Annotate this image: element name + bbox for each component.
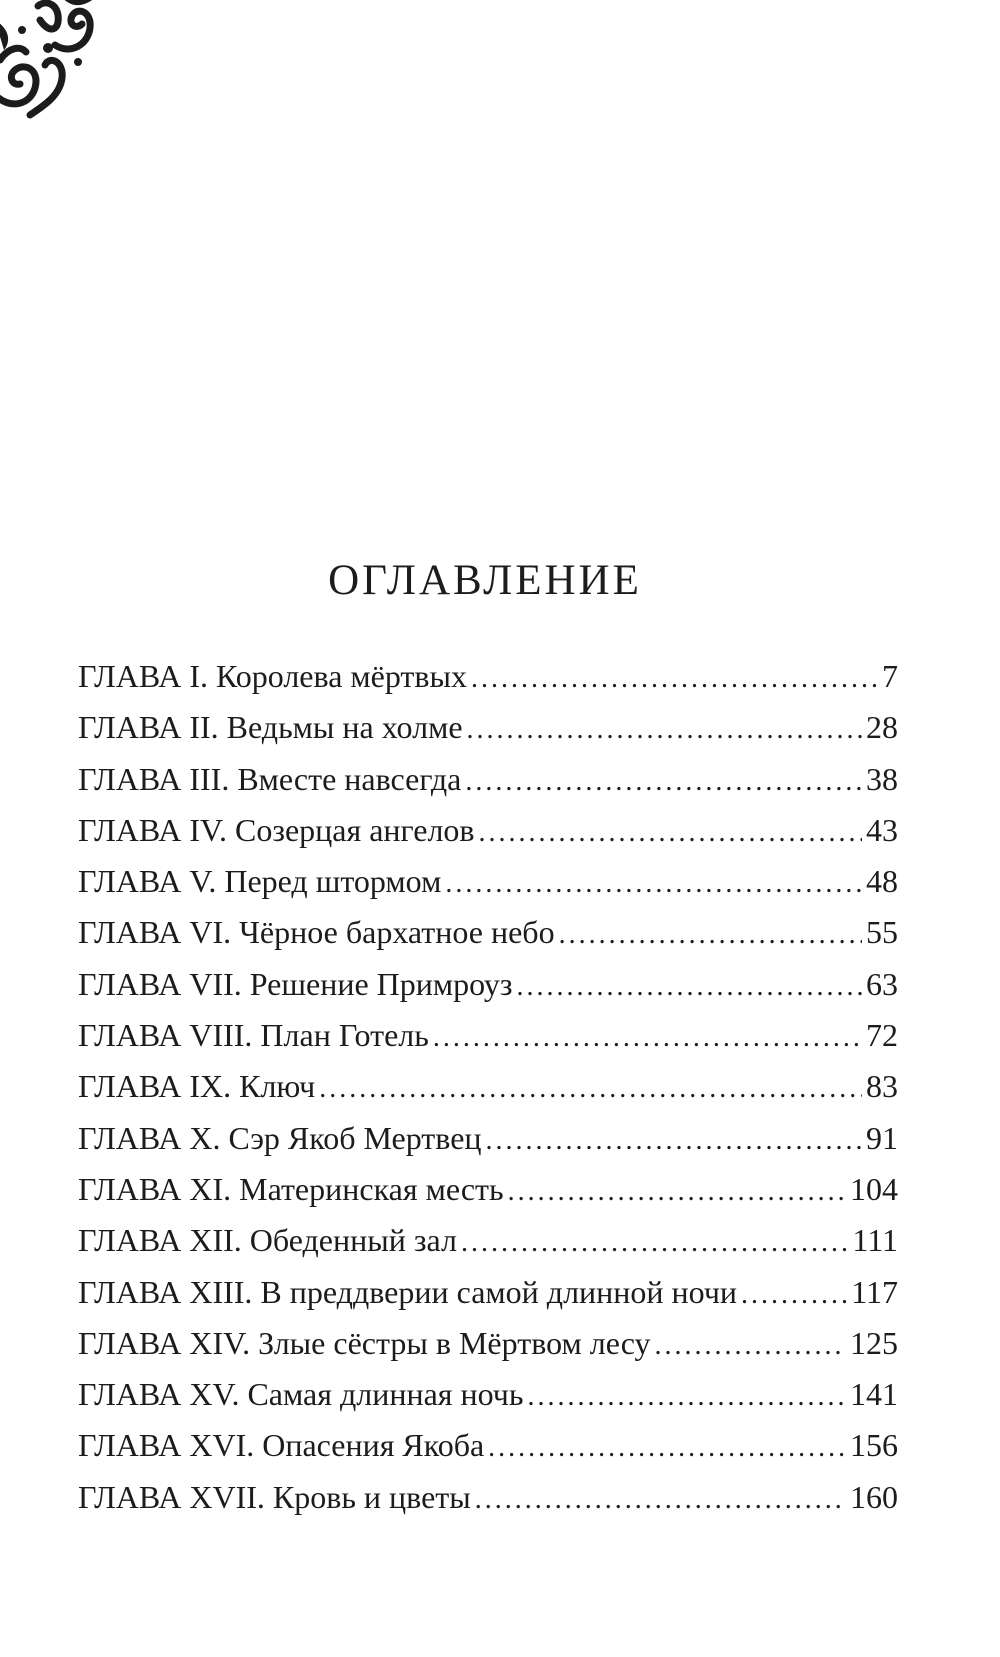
dot-leader [479, 807, 862, 858]
toc-entry-page: 72 [866, 1017, 898, 1054]
toc-entry[interactable] [78, 856, 898, 907]
toc-entry-label: ГЛАВА XVI. Опасения Якоба [78, 1427, 485, 1464]
dot-leader [461, 1217, 848, 1268]
toc-entry[interactable] [78, 1267, 898, 1318]
toc-entry-label: ГЛАВА IV. Созерцая ангелов [78, 811, 475, 848]
toc-entry-label: ГЛАВА XVII. Кровь и цветы [78, 1478, 471, 1515]
toc-entry-page: 38 [866, 760, 898, 797]
toc-entry-label: ГЛАВА XIII. В преддверии самой длинной ночи [78, 1273, 738, 1310]
dot-leader [471, 653, 878, 704]
toc-entry[interactable] [78, 907, 898, 958]
toc-entry-label: ГЛАВА II. Ведьмы на холме [78, 709, 463, 746]
toc-entry[interactable] [78, 1472, 898, 1523]
dot-leader [319, 1063, 862, 1114]
toc-entry-label: ГЛАВА III. Вместе навсегда [78, 760, 462, 797]
toc-entry-page: 160 [850, 1478, 898, 1515]
toc-entry-page: 55 [866, 914, 898, 951]
toc-entry-page: 7 [882, 658, 898, 694]
toc-entry[interactable] [78, 1369, 898, 1420]
dot-leader [445, 858, 862, 909]
toc-entry-page: 111 [852, 1222, 898, 1259]
toc-entry-page: 91 [866, 1119, 898, 1156]
toc-entry[interactable] [78, 1061, 898, 1112]
toc-entry-page: 141 [850, 1376, 898, 1413]
toc-entry-label: ГЛАВА IX. Ключ [78, 1068, 316, 1105]
toc-entry[interactable] [78, 1420, 898, 1471]
toc-entry-page: 83 [866, 1068, 898, 1105]
dot-leader [741, 1269, 847, 1320]
toc-entry[interactable] [78, 959, 898, 1010]
dot-leader [517, 961, 862, 1012]
toc-entry[interactable] [78, 1010, 898, 1061]
toc-entry[interactable] [78, 1215, 898, 1266]
toc-entry[interactable] [78, 1164, 898, 1215]
toc-entry-label: ГЛАВА VI. Чёрное бархатное небо [78, 914, 555, 951]
toc-entry-page: 104 [850, 1170, 898, 1207]
toc-entry-page: 117 [851, 1273, 898, 1310]
dot-leader [433, 1012, 862, 1063]
toc-entry[interactable] [78, 754, 898, 805]
toc-entry[interactable] [78, 702, 898, 753]
dot-leader [559, 909, 862, 960]
toc-entry-page: 63 [866, 965, 898, 1002]
toc-entry[interactable] [78, 651, 898, 702]
dot-leader [508, 1166, 846, 1217]
toc-entry-label: ГЛАВА XI. Материнская месть [78, 1170, 504, 1207]
swirl-ornament-icon [0, 0, 100, 125]
toc-entry-label: ГЛАВА XIV. Злые сёстры в Мёртвом лесу [78, 1324, 651, 1361]
toc-entry-label: ГЛАВА XII. Обеденный зал [78, 1222, 457, 1259]
toc-entry[interactable] [78, 805, 898, 856]
toc-entry-label: ГЛАВА X. Сэр Якоб Мертвец [78, 1119, 482, 1156]
toc-entry-label: ГЛАВА I. Королева мёртвых [78, 658, 468, 694]
toc-entry[interactable] [78, 1113, 898, 1164]
dot-leader [527, 1371, 846, 1422]
dot-leader [486, 1115, 862, 1166]
toc-entry-page: 156 [850, 1427, 898, 1464]
toc-entry-label: ГЛАВА VII. Решение Примроуз [78, 965, 513, 1002]
dot-leader [475, 1474, 846, 1525]
toc-entry-page: 43 [866, 811, 898, 848]
dot-leader [467, 704, 862, 755]
toc-entry-label: ГЛАВА XV. Самая длинная ночь [78, 1376, 524, 1413]
page-title: ОГЛАВЛЕНИЕ [328, 557, 642, 604]
toc-entry-page: 125 [850, 1324, 898, 1361]
toc-entry-page: 48 [866, 863, 898, 900]
dot-leader [465, 756, 862, 807]
dot-leader [654, 1320, 846, 1371]
toc-entry[interactable] [78, 1318, 898, 1369]
toc-entry-label: ГЛАВА VIII. План Готель [78, 1017, 429, 1054]
toc-entry-label: ГЛАВА V. Перед штормом [78, 863, 442, 900]
table-of-contents [78, 651, 898, 1523]
dot-leader [488, 1422, 846, 1473]
toc-entry-page: 28 [866, 709, 898, 746]
